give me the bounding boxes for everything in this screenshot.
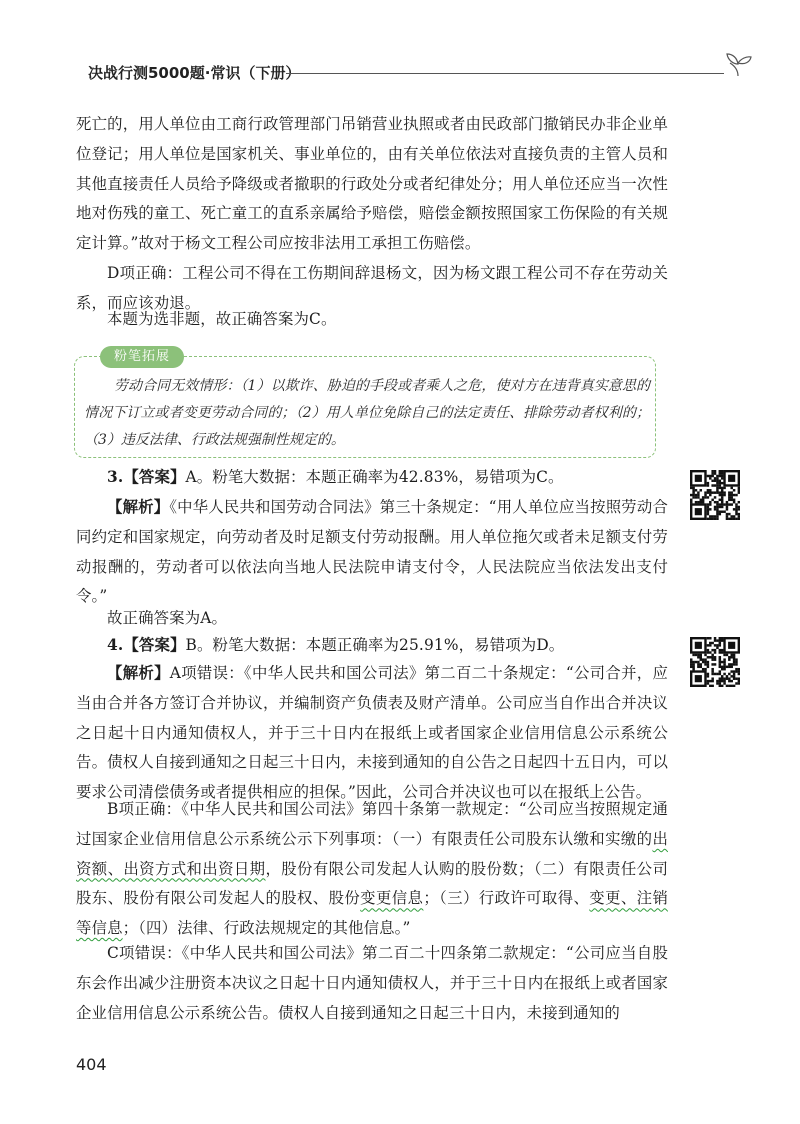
q4-answer	[76, 631, 668, 661]
running-header	[88, 62, 748, 92]
option-d-paragraph: D项正确：工程公司不得在工伤期间辞退杨文，因为杨文跟工程公司不存在劳动关系，而应该劝退。	[76, 264, 668, 312]
q4-analysis-b	[76, 795, 668, 944]
book-title: 决战行测5000题·常识（下册）	[88, 64, 301, 82]
q4-analysis-b-post: ；（四）法律、行政法规规定的其他信息。”	[122, 919, 411, 938]
tip-tag: 粉笔拓展	[100, 346, 184, 368]
q4-answer-label: 【答案】	[123, 636, 186, 654]
q3-number: 3.	[107, 468, 124, 486]
q3-analysis-text: 《中华人民共和国劳动合同法》第三十条规定：“用人单位应当按照劳动合同约定和国家规定，向劳动者及时足额支付劳动报酬。用人单位拖欠或者未足额支付劳动报酬的，劳动者可以依法向当地人民法院申请支付令，人民法院应当依法发出支付令。”	[76, 498, 668, 606]
continuation-paragraph: 死亡的，用人单位由工商行政管理部门吊销营业执照或者由民政部门撤销民办非企业单位登记；用人单位是国家机关、事业单位的，由有关单位依法对直接负责的主管人员和其他直接责任人员给予降级或者撤职的行政处分或者纪律处分；用人单位还应当一次性地对伤残的童工、死亡童工的直系亲属给予赔偿，赔偿金额按照国家工伤保险的有关规定计算。”故对于杨文工程公司应按非法用工承担工伤赔偿。	[76, 115, 668, 253]
q4-underline-1: 出资额、出资方式和出资日期	[76, 829, 668, 878]
qr-code-icon[interactable]	[690, 637, 740, 687]
q3-answer-text: A。粉笔大数据：本题正确率为42.83%，易错项为C。	[185, 468, 564, 486]
q4-analysis-a	[76, 659, 668, 808]
q4-analysis-a-text: A项错误：《中华人民共和国公司法》第二百二十条规定：“公司合并，应当由合并各方签订合并协议，并编制资产负债表及财产清单。公司应当自作出合并决议之日起十日内通知债权人，并于三十日内在报纸上或者国家企业信用信息公示系统公告。债权人自接到通知之日起三十日内，未接到通知的自公告之日起四十五日内，可以要求公司清偿债务或者提供相应的担保。”因此，公司合并决议也可以在报纸上公告。	[76, 664, 668, 802]
q4-analysis-b-mid2: ；（三）行政许可取得、	[423, 889, 590, 908]
q3-analysis	[76, 493, 668, 612]
qr-code-icon[interactable]	[690, 470, 740, 520]
q3-answer	[76, 463, 668, 493]
q3-analysis-label: 【解析】	[107, 498, 170, 516]
q2-conclusion: 本题为选非题，故正确答案为C。	[107, 310, 337, 328]
q4-analysis-b-pre: B项正确：《中华人民共和国公司法》第四十条第一款规定：“公司应当按照规定通过国家企业信用信息公示系统公示下列事项：（一）有限责任公司股东认缴和实缴的	[76, 800, 668, 848]
page-number: 404	[76, 1055, 107, 1074]
q4-analysis-c: C项错误：《中华人民共和国公司法》第二百二十四条第二款规定：“公司应当自股东会作出减少注册资本决议之日起十日内通知债权人，并于三十日内在报纸上或者国家企业信用信息公示系统公告。债权人自接到通知之日起三十日内，未接到通知的	[76, 944, 668, 1022]
q4-underline-2: 变更信息	[360, 889, 424, 908]
q4-underline-3: 变更、注销等信息	[76, 889, 668, 938]
q3-answer-label: 【答案】	[123, 468, 186, 486]
q4-analysis-label: 【解析】	[107, 664, 170, 682]
tip-text: 劳动合同无效情形：（1）以欺诈、胁迫的手段或者乘人之危，使对方在违背真实意思的情况下订立或者变更劳动合同的；（2）用人单位免除自己的法定责任、排除劳动者权利的；（3）违反法律、行政法规强制性规定的。	[84, 378, 650, 448]
q3-conclusion: 故正确答案为A。	[107, 609, 228, 627]
q4-number: 4.	[107, 636, 124, 654]
q4-analysis-b-mid1: ，股份有限公司发起人认购的股份数；（二）有限责任公司股东、股份有限公司发起人的股权、股份	[76, 859, 668, 908]
header-rule	[286, 73, 724, 74]
q4-answer-text: B。粉笔大数据：本题正确率为25.91%，易错项为D。	[185, 636, 565, 654]
sprout-icon	[724, 50, 752, 76]
